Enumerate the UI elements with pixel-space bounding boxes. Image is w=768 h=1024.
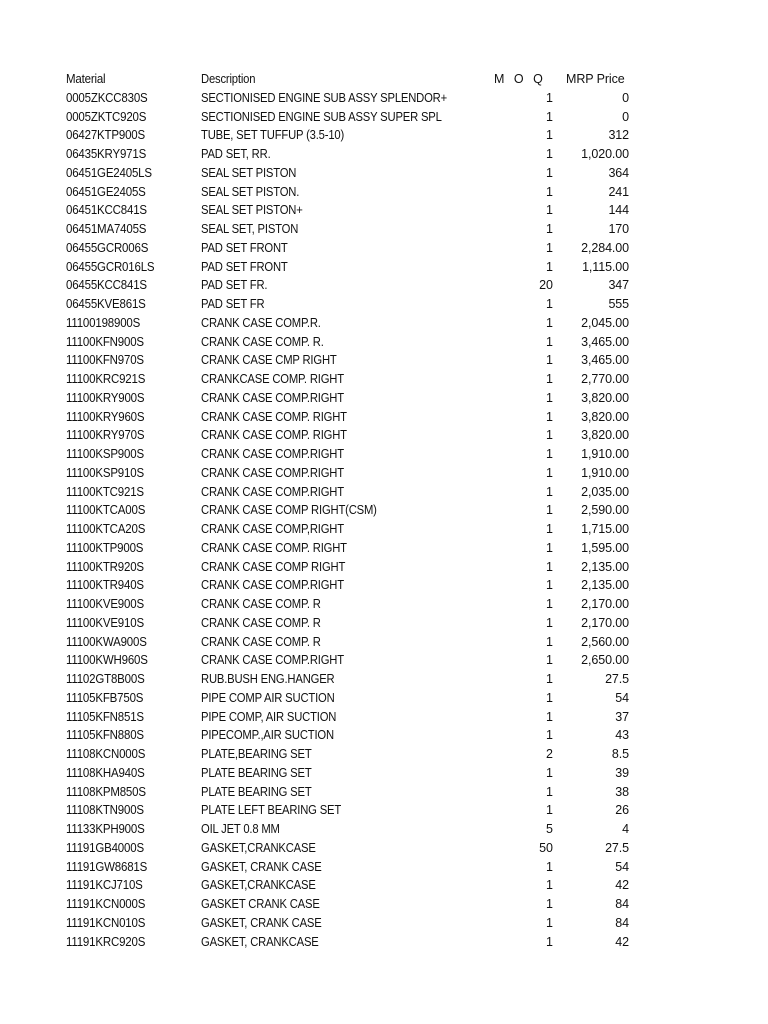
moq-cell: 1 bbox=[546, 222, 553, 236]
moq-cell: 1 bbox=[546, 634, 553, 649]
description-cell: PAD SET FR bbox=[201, 297, 265, 311]
mrp-price-cell: 2,035.00 bbox=[581, 484, 629, 499]
description-cell: CRANK CASE COMP.RIGHT bbox=[201, 484, 344, 499]
mrp-price-cell: 2,650.00 bbox=[581, 653, 629, 668]
description-cell: CRANK CASE COMP.RIGHT bbox=[201, 578, 344, 593]
table-row bbox=[0, 595, 768, 614]
mrp-price-cell: 1,715.00 bbox=[581, 522, 629, 536]
moq-cell: 1 bbox=[546, 147, 553, 161]
description-cell: PIPE COMP, AIR SUCTION bbox=[201, 709, 337, 724]
material-cell: 11191KRC920S bbox=[66, 934, 146, 949]
header-material: Material bbox=[66, 72, 106, 86]
mrp-price-cell: 27.5 bbox=[605, 840, 629, 855]
mrp-price-cell: 2,284.00 bbox=[581, 240, 629, 255]
mrp-price-cell: 3,820.00 bbox=[581, 390, 629, 405]
material-cell: 11100KTR920S bbox=[66, 559, 144, 574]
table-row bbox=[0, 220, 768, 239]
material-cell: 11105KFN880S bbox=[66, 728, 144, 743]
mrp-price-cell: 0 bbox=[622, 90, 629, 105]
mrp-price-cell: 4 bbox=[622, 822, 629, 836]
material-cell: 11100KTR940S bbox=[66, 578, 144, 593]
mrp-price-cell: 84 bbox=[615, 897, 629, 911]
table-row bbox=[0, 483, 768, 502]
description-cell: PLATE,BEARING SET bbox=[201, 747, 312, 761]
moq-cell: 1 bbox=[546, 540, 553, 555]
material-cell: 0005ZKTC920S bbox=[66, 109, 147, 124]
material-cell: 11105KFB750S bbox=[66, 690, 144, 705]
description-cell: CRANKCASE COMP. RIGHT bbox=[201, 372, 344, 386]
material-cell: 06451MA7405S bbox=[66, 222, 147, 236]
table-row bbox=[0, 445, 768, 464]
mrp-price-cell: 43 bbox=[615, 728, 629, 743]
mrp-price-cell: 3,465.00 bbox=[581, 353, 629, 368]
material-cell: 11100KTC921S bbox=[66, 484, 144, 499]
moq-cell: 1 bbox=[546, 390, 553, 405]
material-cell: 06451GE2405LS bbox=[66, 165, 152, 180]
table-row bbox=[0, 820, 768, 839]
moq-cell: 1 bbox=[546, 409, 553, 424]
table-row bbox=[0, 201, 768, 220]
table-row bbox=[0, 276, 768, 295]
moq-cell: 1 bbox=[546, 334, 553, 349]
description-cell: GASKET,CRANKCASE bbox=[201, 840, 316, 855]
description-cell: CRANK CASE COMP.RIGHT bbox=[201, 465, 344, 480]
moq-cell: 1 bbox=[546, 184, 553, 199]
table-row bbox=[0, 576, 768, 595]
description-cell: CRANK CASE COMP,RIGHT bbox=[201, 522, 344, 536]
material-cell: 11102GT8B00S bbox=[66, 672, 145, 686]
description-cell: CRANK CASE COMP RIGHT(CSM) bbox=[201, 503, 377, 518]
material-cell: 11108KHA940S bbox=[66, 765, 145, 780]
mrp-price-cell: 84 bbox=[615, 915, 629, 930]
mrp-price-cell: 3,820.00 bbox=[581, 409, 629, 424]
table-row bbox=[0, 389, 768, 408]
description-cell: CRANK CASE COMP RIGHT bbox=[201, 559, 346, 574]
moq-cell: 1 bbox=[546, 559, 553, 574]
description-cell: PLATE LEFT BEARING SET bbox=[201, 803, 342, 818]
material-cell: 11191KCJ710S bbox=[66, 878, 143, 893]
mrp-price-cell: 555 bbox=[608, 297, 629, 311]
mrp-price-cell: 2,590.00 bbox=[581, 503, 629, 518]
material-cell: 06455KVE861S bbox=[66, 297, 146, 311]
table-row bbox=[0, 689, 768, 708]
moq-cell: 1 bbox=[546, 803, 553, 818]
moq-cell: 1 bbox=[546, 709, 553, 724]
material-cell: 11100KSP910S bbox=[66, 465, 144, 480]
mrp-price-cell: 39 bbox=[615, 765, 629, 780]
mrp-price-cell: 37 bbox=[615, 709, 629, 724]
table-row bbox=[0, 614, 768, 633]
material-cell: 06455KCC841S bbox=[66, 278, 147, 293]
table-row bbox=[0, 520, 768, 539]
description-cell: GASKET CRANK CASE bbox=[201, 897, 320, 911]
mrp-price-cell: 2,045.00 bbox=[581, 315, 629, 330]
table-row bbox=[0, 408, 768, 427]
moq-cell: 1 bbox=[546, 784, 553, 799]
description-cell: CRANK CASE COMP.R. bbox=[201, 315, 321, 330]
description-cell: PAD SET FRONT bbox=[201, 240, 288, 255]
description-cell: CRANK CASE COMP. RIGHT bbox=[201, 409, 347, 424]
mrp-price-cell: 27.5 bbox=[605, 672, 629, 686]
moq-cell: 20 bbox=[539, 278, 553, 293]
table-row bbox=[0, 464, 768, 483]
table-row bbox=[0, 745, 768, 764]
mrp-price-cell: 2,135.00 bbox=[581, 559, 629, 574]
material-cell: 11100KTCA20S bbox=[66, 522, 146, 536]
mrp-price-cell: 2,770.00 bbox=[581, 372, 629, 386]
description-cell: CRANK CASE COMP. R bbox=[201, 615, 321, 630]
description-cell: GASKET, CRANK CASE bbox=[201, 915, 322, 930]
moq-cell: 1 bbox=[546, 259, 553, 274]
mrp-price-cell: 26 bbox=[615, 803, 629, 818]
moq-cell: 1 bbox=[546, 428, 553, 443]
moq-cell: 1 bbox=[546, 240, 553, 255]
material-cell: 06451KCC841S bbox=[66, 203, 147, 218]
table-row bbox=[0, 314, 768, 333]
mrp-price-cell: 170 bbox=[608, 222, 629, 236]
table-row bbox=[0, 839, 768, 858]
moq-cell: 1 bbox=[546, 597, 553, 611]
description-cell: SEAL SET PISTON bbox=[201, 165, 297, 180]
description-cell: CRANK CASE COMP. R bbox=[201, 597, 321, 611]
table-row bbox=[0, 426, 768, 445]
table-row bbox=[0, 651, 768, 670]
moq-cell: 1 bbox=[546, 878, 553, 893]
mrp-price-cell: 1,115.00 bbox=[582, 259, 629, 274]
moq-cell: 1 bbox=[546, 297, 553, 311]
description-cell: CRANK CASE COMP. RIGHT bbox=[201, 540, 347, 555]
material-cell: 11100KWA900S bbox=[66, 634, 147, 649]
moq-cell: 1 bbox=[546, 372, 553, 386]
table-row bbox=[0, 895, 768, 914]
header-mrp-price: MRP Price bbox=[566, 72, 625, 86]
table-row bbox=[0, 764, 768, 783]
moq-cell: 1 bbox=[546, 859, 553, 874]
material-cell: 11100KRY970S bbox=[66, 428, 145, 443]
mrp-price-cell: 144 bbox=[608, 203, 629, 218]
moq-cell: 5 bbox=[546, 822, 553, 836]
moq-cell: 1 bbox=[546, 165, 553, 180]
description-cell: PLATE BEARING SET bbox=[201, 784, 312, 799]
moq-cell: 1 bbox=[546, 672, 553, 686]
table-row bbox=[0, 145, 768, 164]
material-cell: 06435KRY971S bbox=[66, 147, 147, 161]
moq-cell: 1 bbox=[546, 90, 553, 105]
description-cell: GASKET, CRANKCASE bbox=[201, 934, 319, 949]
moq-cell: 1 bbox=[546, 522, 553, 536]
material-cell: 11100KTP900S bbox=[66, 540, 144, 555]
moq-cell: 1 bbox=[546, 615, 553, 630]
table-row bbox=[0, 183, 768, 202]
header-description: Description bbox=[201, 72, 256, 86]
description-cell: PLATE BEARING SET bbox=[201, 765, 312, 780]
mrp-price-cell: 42 bbox=[615, 878, 629, 893]
mrp-price-cell: 1,595.00 bbox=[581, 540, 629, 555]
material-cell: 11100KVE900S bbox=[66, 597, 144, 611]
description-cell: PAD SET, RR. bbox=[201, 147, 271, 161]
description-cell: OIL JET 0.8 MM bbox=[201, 822, 280, 836]
table-row bbox=[0, 539, 768, 558]
table-row bbox=[0, 258, 768, 277]
table-row bbox=[0, 295, 768, 314]
table-row bbox=[0, 164, 768, 183]
description-cell: PIPE COMP AIR SUCTION bbox=[201, 690, 335, 705]
mrp-price-cell: 3,820.00 bbox=[581, 428, 629, 443]
description-cell: SEAL SET, PISTON bbox=[201, 222, 299, 236]
moq-cell: 1 bbox=[546, 128, 553, 143]
material-cell: 11100KTCA00S bbox=[66, 503, 146, 518]
mrp-price-cell: 364 bbox=[608, 165, 629, 180]
table-row bbox=[0, 558, 768, 577]
table-row bbox=[0, 708, 768, 727]
description-cell: PAD SET FR. bbox=[201, 278, 268, 293]
material-cell: 11100KRY960S bbox=[66, 409, 145, 424]
table-body bbox=[0, 89, 768, 952]
table-row bbox=[0, 126, 768, 145]
material-cell: 11108KTN900S bbox=[66, 803, 144, 818]
moq-cell: 50 bbox=[539, 840, 553, 855]
description-cell: PIPECOMP.,AIR SUCTION bbox=[201, 728, 334, 743]
description-cell: SECTIONISED ENGINE SUB ASSY SPLENDOR+ bbox=[201, 90, 448, 105]
mrp-price-cell: 2,135.00 bbox=[581, 578, 629, 593]
moq-cell: 1 bbox=[546, 578, 553, 593]
description-cell: CRANK CASE COMP. R. bbox=[201, 334, 324, 349]
description-cell: SEAL SET PISTON. bbox=[201, 184, 300, 199]
table-row bbox=[0, 370, 768, 389]
mrp-price-cell: 2,560.00 bbox=[581, 634, 629, 649]
mrp-price-cell: 241 bbox=[608, 184, 629, 199]
material-cell: 11100KFN970S bbox=[66, 353, 144, 368]
mrp-price-cell: 1,020.00 bbox=[581, 147, 629, 161]
mrp-price-cell: 2,170.00 bbox=[581, 615, 629, 630]
table-header bbox=[0, 70, 768, 89]
table-row bbox=[0, 858, 768, 877]
moq-cell: 1 bbox=[546, 728, 553, 743]
table-row bbox=[0, 89, 768, 108]
mrp-price-cell: 42 bbox=[615, 934, 629, 949]
moq-cell: 1 bbox=[546, 447, 553, 461]
moq-cell: 1 bbox=[546, 465, 553, 480]
moq-cell: 1 bbox=[546, 353, 553, 368]
material-cell: 11191KCN010S bbox=[66, 915, 146, 930]
table-row bbox=[0, 108, 768, 127]
description-cell: TUBE, SET TUFFUP (3.5-10) bbox=[201, 128, 345, 143]
material-cell: 11105KFN851S bbox=[66, 709, 144, 724]
material-cell: 11100KWH960S bbox=[66, 653, 148, 668]
header-moq: M O Q bbox=[494, 72, 546, 86]
mrp-price-cell: 54 bbox=[615, 690, 629, 705]
description-cell: CRANK CASE COMP.RIGHT bbox=[201, 653, 344, 668]
mrp-price-cell: 0 bbox=[622, 109, 629, 124]
table-row bbox=[0, 633, 768, 652]
description-cell: CRANK CASE COMP.RIGHT bbox=[201, 390, 344, 405]
moq-cell: 1 bbox=[546, 503, 553, 518]
material-cell: 06455GCR006S bbox=[66, 240, 149, 255]
material-cell: 11100KFN900S bbox=[66, 334, 144, 349]
table-row bbox=[0, 239, 768, 258]
table-row bbox=[0, 783, 768, 802]
description-cell: RUB.BUSH ENG.HANGER bbox=[201, 672, 335, 686]
description-cell: CRANK CASE COMP. R bbox=[201, 634, 321, 649]
moq-cell: 1 bbox=[546, 690, 553, 705]
description-cell: CRANK CASE COMP. RIGHT bbox=[201, 428, 347, 443]
material-cell: 06455GCR016LS bbox=[66, 259, 155, 274]
mrp-price-cell: 3,465.00 bbox=[581, 334, 629, 349]
moq-cell: 1 bbox=[546, 915, 553, 930]
material-cell: 06427KTP900S bbox=[66, 128, 146, 143]
mrp-price-cell: 54 bbox=[615, 859, 629, 874]
material-cell: 0005ZKCC830S bbox=[66, 90, 148, 105]
moq-cell: 1 bbox=[546, 484, 553, 499]
description-cell: PAD SET FRONT bbox=[201, 259, 288, 274]
material-cell: 11108KCN000S bbox=[66, 747, 146, 761]
table-row bbox=[0, 801, 768, 820]
material-cell: 11133KPH900S bbox=[66, 822, 145, 836]
material-cell: 11191GW8681S bbox=[66, 859, 148, 874]
description-cell: CRANK CASE CMP RIGHT bbox=[201, 353, 337, 368]
mrp-price-cell: 8.5 bbox=[611, 747, 629, 761]
moq-cell: 1 bbox=[546, 203, 553, 218]
material-cell: 11100198900S bbox=[66, 315, 141, 330]
mrp-price-cell: 312 bbox=[608, 128, 629, 143]
moq-cell: 1 bbox=[546, 897, 553, 911]
table-row bbox=[0, 914, 768, 933]
table-row bbox=[0, 876, 768, 895]
material-cell: 11108KPM850S bbox=[66, 784, 146, 799]
mrp-price-cell: 2,170.00 bbox=[581, 597, 629, 611]
description-cell: GASKET, CRANK CASE bbox=[201, 859, 322, 874]
moq-cell: 1 bbox=[546, 765, 553, 780]
mrp-price-cell: 38 bbox=[615, 784, 629, 799]
description-cell: CRANK CASE COMP.RIGHT bbox=[201, 447, 344, 461]
description-cell: GASKET,CRANKCASE bbox=[201, 878, 316, 893]
description-cell: SEAL SET PISTON+ bbox=[201, 203, 303, 218]
table-row bbox=[0, 670, 768, 689]
material-cell: 11191KCN000S bbox=[66, 897, 146, 911]
material-cell: 11100KRC921S bbox=[66, 372, 146, 386]
material-cell: 11100KVE910S bbox=[66, 615, 144, 630]
mrp-price-cell: 347 bbox=[608, 278, 629, 293]
material-cell: 11100KSP900S bbox=[66, 447, 144, 461]
moq-cell: 1 bbox=[546, 653, 553, 668]
table-row bbox=[0, 501, 768, 520]
material-cell: 11191GB4000S bbox=[66, 840, 144, 855]
moq-cell: 1 bbox=[546, 315, 553, 330]
parts-price-list bbox=[0, 70, 768, 951]
description-cell: SECTIONISED ENGINE SUB ASSY SUPER SPL bbox=[201, 109, 442, 124]
moq-cell: 2 bbox=[546, 747, 553, 761]
table-row bbox=[0, 726, 768, 745]
moq-cell: 1 bbox=[546, 934, 553, 949]
table-row bbox=[0, 351, 768, 370]
mrp-price-cell: 1,910.00 bbox=[581, 465, 629, 480]
table-row bbox=[0, 933, 768, 952]
table-row bbox=[0, 333, 768, 352]
material-cell: 11100KRY900S bbox=[66, 390, 145, 405]
mrp-price-cell: 1,910.00 bbox=[581, 447, 629, 461]
material-cell: 06451GE2405S bbox=[66, 184, 146, 199]
moq-cell: 1 bbox=[546, 109, 553, 124]
